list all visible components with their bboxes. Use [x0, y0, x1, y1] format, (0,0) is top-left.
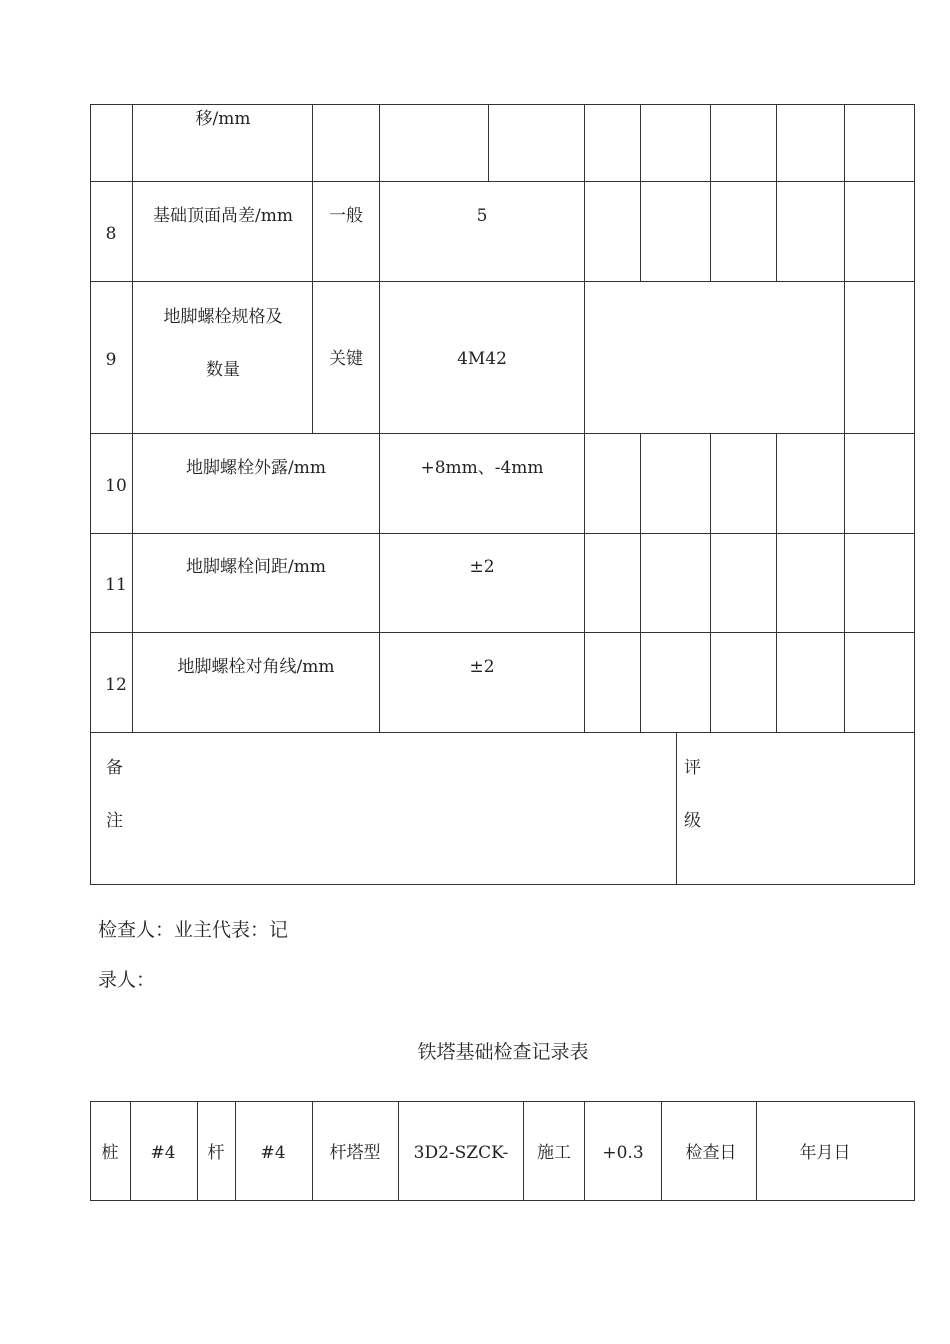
row-number: 8 [105, 224, 117, 244]
col-divider [312, 104, 313, 434]
row-item-line2: 数量 [206, 360, 240, 380]
row-standard: ±2 [469, 657, 495, 677]
cell-tower-type-label: 杆塔型 [329, 1143, 381, 1163]
col-divider [710, 433, 711, 733]
cell-inspection-date-value: 年月日 [799, 1143, 851, 1163]
col-divider [584, 1101, 585, 1201]
cell-pole-value: #4 [260, 1143, 286, 1163]
table-border-bottom [90, 1200, 915, 1201]
col-divider [710, 104, 711, 282]
col-divider [132, 104, 133, 733]
row-standard: +8mm、-4mm [420, 458, 544, 478]
row-category: 一般 [329, 206, 363, 226]
cell-stake-label: 桩 [101, 1143, 119, 1163]
col-divider [398, 1101, 399, 1201]
table-border-right [914, 104, 915, 885]
table-row-divider [90, 433, 915, 434]
row-number: 12 [105, 675, 127, 695]
col-divider [661, 1101, 662, 1201]
row-number: 10 [105, 476, 127, 496]
col-divider [676, 732, 677, 885]
table-border-top [90, 1101, 915, 1102]
row-item: 地脚螺栓间距/mm [186, 557, 326, 577]
row-number: 11 [105, 575, 127, 595]
rating-label-2: 级 [684, 811, 701, 831]
cell-stake-value: #4 [150, 1143, 176, 1163]
row-item: 移/mm [195, 109, 251, 129]
row-standard: 5 [476, 206, 488, 226]
row-standard: ±2 [469, 557, 495, 577]
col-divider [379, 104, 380, 733]
row-item: 地脚螺栓对角线/mm [177, 657, 335, 677]
table-row-divider [90, 181, 915, 182]
cell-inspection-date-label: 检查日 [685, 1143, 737, 1163]
table-border-left [90, 1101, 91, 1201]
col-divider [756, 1101, 757, 1201]
col-divider [197, 1101, 198, 1201]
col-divider [584, 104, 585, 733]
row-item: 基础顶面咼差/mm [153, 206, 293, 226]
table-border-right [914, 1101, 915, 1201]
row-category: 关键 [329, 349, 363, 369]
signature-line-1: 检查人：业主代表：记 [98, 919, 289, 941]
col-divider [776, 104, 777, 282]
row-standard: 4M42 [457, 349, 507, 369]
col-divider [235, 1101, 236, 1201]
table-row-divider [90, 533, 915, 534]
col-divider [640, 104, 641, 282]
table-border-bottom [90, 884, 915, 885]
table-border-left [90, 104, 91, 885]
table-row-divider [90, 632, 915, 633]
table-row-divider [90, 281, 915, 282]
form-title: 铁塔基础检查记录表 [417, 1041, 589, 1063]
row-item-line1: 地脚螺栓规格及 [163, 307, 283, 327]
col-divider [776, 433, 777, 733]
col-divider [523, 1101, 524, 1201]
table-border-top [90, 104, 915, 105]
signature-line-2: 录人： [98, 969, 156, 991]
row-item: 地脚螺栓外露/mm [186, 458, 326, 478]
col-divider [488, 104, 489, 182]
remarks-label-1: 备 [106, 758, 123, 778]
col-divider [130, 1101, 131, 1201]
cell-construction-value: +0.3 [602, 1143, 644, 1163]
col-divider [640, 433, 641, 733]
col-divider [844, 104, 845, 733]
cell-tower-type-value: 3D2-SZCK- [413, 1143, 509, 1163]
row-number: 9 [105, 350, 117, 370]
cell-construction-label: 施工 [537, 1143, 571, 1163]
cell-pole-label: 杆 [207, 1143, 225, 1163]
rating-label-1: 评 [684, 758, 701, 778]
remarks-label-2: 注 [106, 811, 123, 831]
col-divider [312, 1101, 313, 1201]
table-row-divider [90, 732, 915, 733]
